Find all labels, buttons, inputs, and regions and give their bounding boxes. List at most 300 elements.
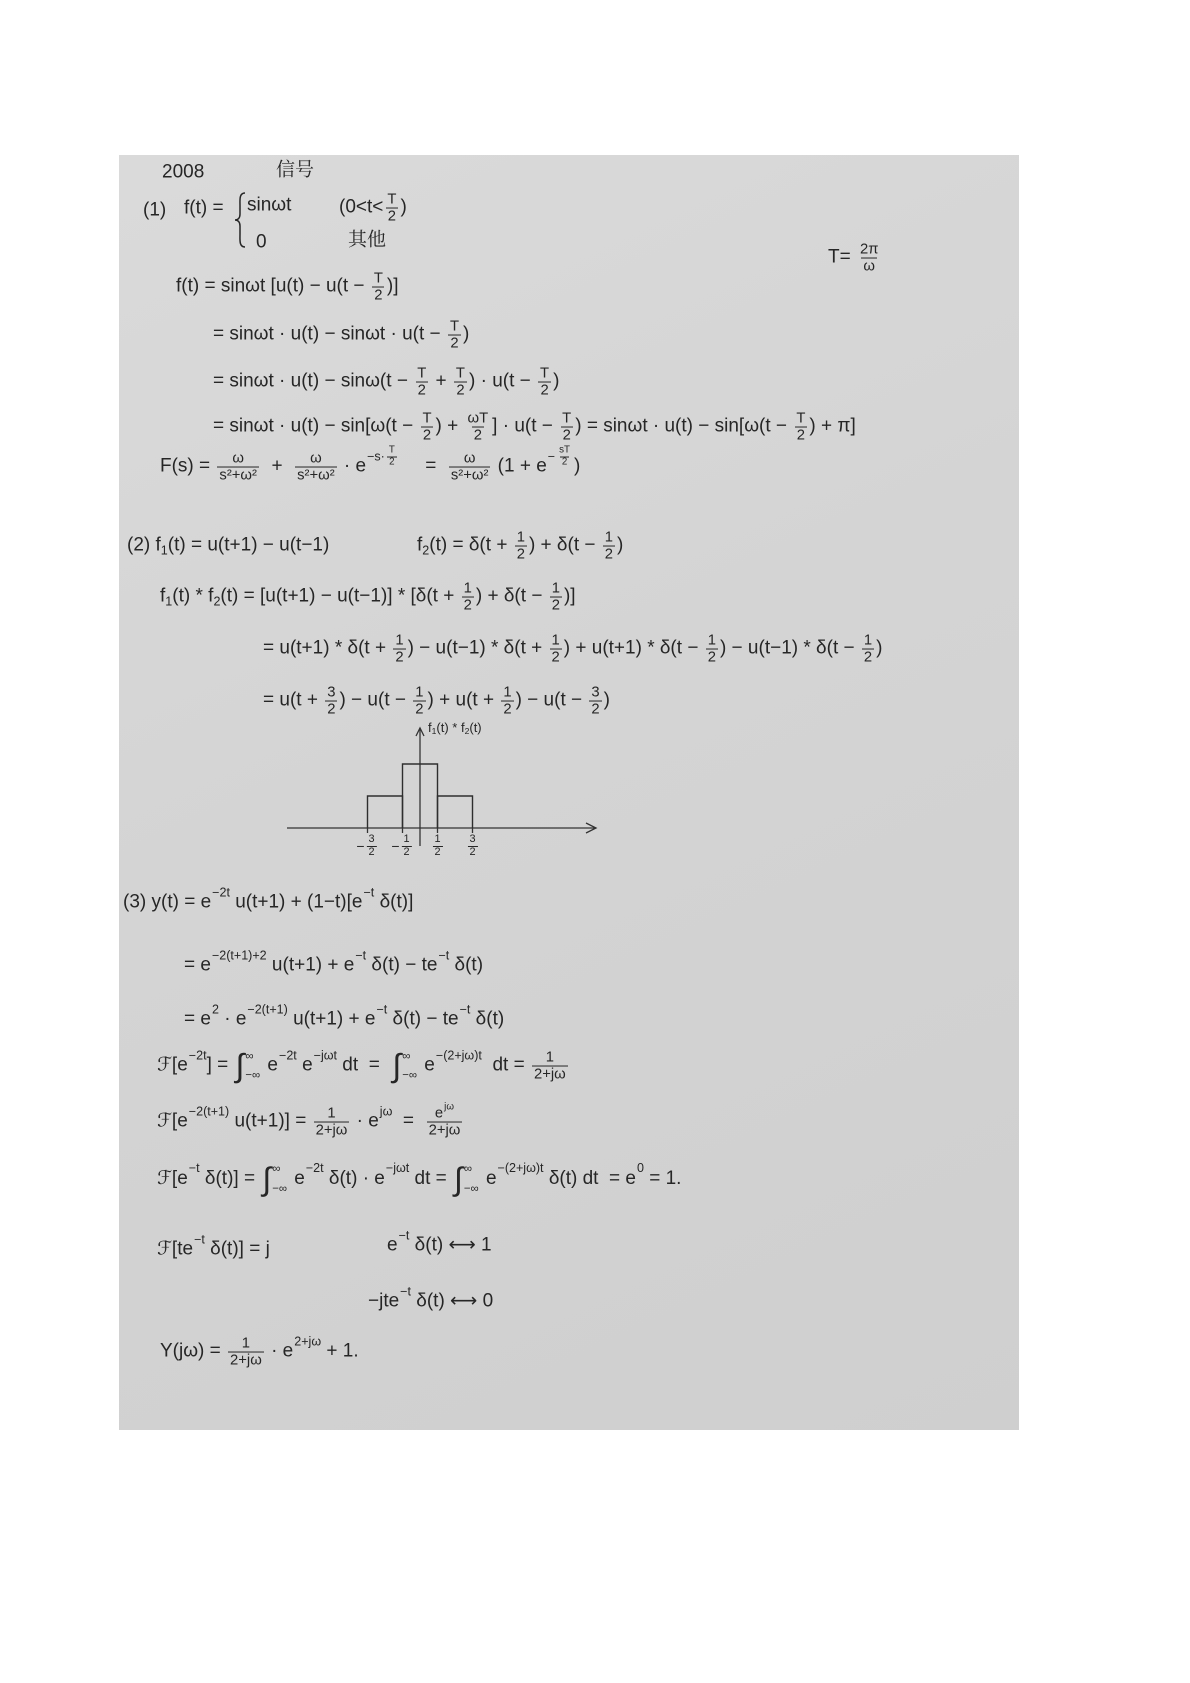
fraction-denominator xyxy=(560,456,569,468)
math-text: = 1. xyxy=(643,1167,682,1189)
fraction-numerator xyxy=(794,411,807,427)
math-text: e xyxy=(434,1105,444,1122)
math-text: 3 xyxy=(327,684,336,701)
fraction xyxy=(449,451,491,484)
math-text: ) xyxy=(876,637,883,659)
fraction-numerator xyxy=(385,192,398,208)
superscript xyxy=(212,1003,219,1017)
fraction xyxy=(295,451,337,484)
math-text: f xyxy=(160,585,166,607)
math-text: 2 xyxy=(422,427,432,444)
math-text: 2 xyxy=(395,649,404,666)
math-text: · e xyxy=(265,1340,294,1362)
superscript xyxy=(498,1162,544,1176)
fraction-numerator xyxy=(413,685,425,701)
math-text: + xyxy=(430,370,452,392)
math-text: ) + π] xyxy=(809,415,856,437)
equation-line xyxy=(213,319,469,352)
fraction xyxy=(367,834,377,859)
tick-label xyxy=(356,834,378,859)
math-text: = sinωt · u(t) − sinωt · u(t − xyxy=(213,323,446,345)
math-text: u(t+1)] = xyxy=(229,1110,312,1132)
equation-line xyxy=(213,366,559,399)
fraction xyxy=(393,633,405,666)
fraction-denominator xyxy=(325,701,337,718)
math-text: 2 xyxy=(540,382,549,399)
math-text: −t xyxy=(400,1284,411,1299)
equation-line xyxy=(176,271,398,304)
math-text: 2 xyxy=(387,208,397,225)
superscript xyxy=(194,1233,205,1247)
piecewise-case1-condition xyxy=(339,192,407,225)
result-line xyxy=(160,1336,359,1369)
fraction-denominator xyxy=(561,427,573,444)
integral-sign: ∫ xyxy=(454,1160,463,1197)
fraction xyxy=(589,685,601,718)
fraction-numerator xyxy=(462,451,478,467)
superscript xyxy=(367,446,399,468)
math-text: ) xyxy=(463,323,470,345)
fraction-denominator xyxy=(295,467,337,484)
math-text: −(2+jω)t xyxy=(435,1048,482,1063)
math-text: 2+jω xyxy=(230,1352,262,1369)
math-text: )] xyxy=(386,275,399,297)
equation-line xyxy=(184,1002,505,1031)
superscript xyxy=(380,1105,393,1119)
fraction-denominator xyxy=(603,546,615,563)
math-text: −2t xyxy=(188,1048,207,1063)
math-text: 2 xyxy=(562,427,571,444)
math-text: (t) * f xyxy=(436,720,465,735)
math-text: 2 xyxy=(417,382,426,399)
math-text: 1 xyxy=(604,529,614,546)
math-text: − xyxy=(391,838,400,855)
math-text: ) xyxy=(617,534,624,556)
math-text: 2 xyxy=(863,649,873,666)
math-text: 1 xyxy=(463,580,472,597)
fraction-denominator xyxy=(448,335,460,352)
integral xyxy=(262,1160,287,1197)
subscript xyxy=(432,726,437,736)
math-text: (3) y(t) = e xyxy=(123,891,212,913)
math-text: f xyxy=(428,720,432,735)
fraction xyxy=(420,411,433,444)
math-text: (t) xyxy=(469,720,482,735)
math-text: · e xyxy=(338,455,367,477)
fraction-numerator xyxy=(448,319,461,335)
math-text: ] · u(t − xyxy=(492,415,559,437)
fourier-transform-line xyxy=(157,1232,270,1261)
fraction-denominator xyxy=(421,427,433,444)
superscript xyxy=(637,1162,644,1176)
equation-line xyxy=(213,411,856,444)
math-text: 2 xyxy=(551,649,560,666)
math-text: δ(t) dt = e xyxy=(543,1167,636,1189)
fraction-numerator xyxy=(550,633,562,649)
fraction-numerator xyxy=(402,834,412,846)
integral xyxy=(235,1047,261,1084)
math-text: ) + u(t+1) * δ(t − xyxy=(563,637,704,659)
fraction-numerator xyxy=(325,1106,337,1122)
fraction-denominator xyxy=(532,1066,568,1083)
math-text: dt = xyxy=(481,1054,530,1076)
integral xyxy=(392,1047,418,1084)
math-text: δ(t)] = xyxy=(199,1167,261,1189)
fraction-denominator xyxy=(387,456,396,468)
period-note xyxy=(828,242,882,275)
superscript xyxy=(548,446,574,468)
fraction-numerator xyxy=(466,411,491,427)
fraction-denominator xyxy=(228,1352,264,1369)
fraction-numerator xyxy=(538,366,551,382)
fraction-denominator xyxy=(550,597,562,614)
math-text: − xyxy=(356,838,365,855)
math-text: 2 xyxy=(213,594,221,609)
math-text: δ(t) ⟷ 0 xyxy=(410,1290,494,1312)
math-text: 3 xyxy=(591,684,600,701)
fraction-denominator xyxy=(386,208,398,225)
convolution-line xyxy=(160,581,576,614)
fraction-denominator xyxy=(454,382,466,399)
math-text: ) + δ(t − xyxy=(528,534,601,556)
fraction-numerator xyxy=(603,530,615,546)
math-text: − xyxy=(547,449,556,464)
piecewise-case2-expr: 0 xyxy=(256,231,267,253)
laplace-transform-line xyxy=(160,444,581,484)
math-text: e xyxy=(387,1234,398,1256)
math-text: 3 xyxy=(368,833,375,845)
superscript xyxy=(386,1162,409,1176)
fraction-numerator xyxy=(560,411,573,427)
math-text: ) = sinωt · u(t) − sin[ω(t − xyxy=(575,415,793,437)
math-text: ) − u(t − xyxy=(339,689,412,711)
math-text: −t xyxy=(188,1161,200,1176)
fraction-denominator xyxy=(314,1122,350,1139)
math-text: −t xyxy=(194,1232,205,1247)
fraction-denominator xyxy=(861,258,877,275)
math-text: T xyxy=(449,318,459,335)
math-text: 2 xyxy=(368,845,375,858)
math-text: T xyxy=(388,444,395,456)
fraction xyxy=(538,366,551,399)
math-text: −2t xyxy=(305,1161,324,1176)
math-text: (t) = [u(t+1) − u(t−1)] * [δ(t + xyxy=(220,585,460,607)
math-text: 1 xyxy=(503,684,512,701)
math-text: ω xyxy=(863,258,875,275)
subscript xyxy=(213,595,220,609)
subscript xyxy=(422,544,429,558)
superscript xyxy=(212,949,267,963)
equation-line xyxy=(417,530,623,563)
math-text: 2 xyxy=(422,543,430,558)
math-text: · e xyxy=(218,1008,247,1030)
math-text: δ(t)] = j xyxy=(204,1238,270,1260)
math-text: T xyxy=(455,365,465,382)
superscript xyxy=(363,886,374,900)
integral-lower-limit: −∞ xyxy=(245,1069,261,1082)
fraction-denominator xyxy=(550,649,562,666)
math-text: δ(t) xyxy=(449,954,484,976)
integral-lower-limit: −∞ xyxy=(463,1182,479,1195)
superscript xyxy=(189,1049,207,1063)
fraction xyxy=(706,633,718,666)
math-text: ) − u(t − xyxy=(515,689,588,711)
fraction-denominator xyxy=(413,701,425,718)
math-text: 2 xyxy=(374,287,383,304)
fraction xyxy=(427,1101,463,1139)
math-text: 2π xyxy=(859,241,879,258)
integral-sign: ∫ xyxy=(392,1047,402,1084)
math-text: 2 xyxy=(434,845,441,858)
math-text: (0<t< xyxy=(339,196,384,218)
math-text: 1 xyxy=(863,632,873,649)
fraction xyxy=(466,411,491,444)
fraction-numerator xyxy=(415,366,428,382)
integral-upper-limit: ∞ xyxy=(402,1050,411,1063)
math-text: ω xyxy=(232,450,244,467)
fraction-denominator xyxy=(538,382,550,399)
math-text: −jωt xyxy=(385,1161,410,1176)
integral-lower-limit: −∞ xyxy=(402,1069,418,1082)
math-text: (t) * f xyxy=(172,585,214,607)
math-text: 1 xyxy=(431,725,437,736)
math-text: 2 xyxy=(211,1002,219,1017)
math-text: T xyxy=(796,410,806,427)
math-text: (t) = δ(t + xyxy=(429,534,513,556)
equation-line xyxy=(184,948,484,977)
superscript xyxy=(294,1335,321,1349)
math-text: jω xyxy=(379,1104,393,1119)
math-text: −t xyxy=(355,948,367,963)
math-text: −t xyxy=(363,885,375,900)
math-text: δ(t) · e xyxy=(323,1167,385,1189)
math-text: 1 xyxy=(516,529,525,546)
fraction-denominator xyxy=(372,287,384,304)
fraction-denominator xyxy=(501,701,513,718)
fraction-denominator xyxy=(367,846,377,859)
math-text: u(t+1) + e xyxy=(266,954,355,976)
fraction xyxy=(858,242,880,275)
integral-sign: ∫ xyxy=(262,1160,272,1197)
superscript xyxy=(355,949,366,963)
fraction-numerator xyxy=(550,581,562,597)
math-text: 2 xyxy=(591,701,600,718)
math-text: 2 xyxy=(516,546,525,563)
superscript xyxy=(444,1103,454,1114)
math-text: e xyxy=(262,1054,279,1076)
math-text: T= xyxy=(828,246,856,268)
transform-pair xyxy=(387,1228,492,1257)
math-text: e xyxy=(288,1167,305,1189)
superscript xyxy=(376,1003,387,1017)
fraction xyxy=(228,1336,264,1369)
tick-label xyxy=(465,834,479,859)
math-text: 2 xyxy=(415,701,424,718)
plot-canvas xyxy=(280,718,610,858)
math-text: ) − u(t−1) * δ(t + xyxy=(407,637,548,659)
fraction-numerator xyxy=(325,685,337,701)
math-text: 3 xyxy=(469,833,476,845)
integral-limits xyxy=(245,1050,260,1082)
fraction-numerator xyxy=(367,834,377,846)
math-text: s²+ω² xyxy=(219,467,257,484)
fraction-denominator xyxy=(462,597,474,614)
math-text: −t xyxy=(376,1002,388,1017)
header-subject: 信号 xyxy=(276,159,315,181)
math-text: + 1. xyxy=(321,1340,359,1362)
piecewise-lhs: f(t) = xyxy=(184,197,224,219)
fraction-numerator xyxy=(387,446,397,457)
math-text: −2(t+1) xyxy=(247,1002,288,1017)
integral-limits xyxy=(402,1050,417,1082)
subscript xyxy=(161,544,168,558)
fraction-numerator xyxy=(240,1336,252,1352)
fraction-numerator xyxy=(501,685,513,701)
math-text: T xyxy=(562,410,572,427)
fraction-denominator xyxy=(472,427,484,444)
part-label: (1) xyxy=(143,199,167,221)
fraction-numerator xyxy=(589,685,601,701)
superscript xyxy=(314,1049,337,1063)
fraction-numerator xyxy=(230,451,246,467)
transform-pair xyxy=(368,1284,494,1313)
fraction-numerator xyxy=(515,530,527,546)
math-text: 2 xyxy=(473,427,482,444)
tick-label xyxy=(430,834,444,859)
integral-upper-limit: ∞ xyxy=(245,1050,254,1063)
fraction-denominator xyxy=(589,701,601,718)
fraction-numerator xyxy=(544,1050,556,1066)
plot-y-label xyxy=(428,720,482,735)
superscript xyxy=(247,1003,287,1017)
math-text: 2+jω xyxy=(533,1066,566,1083)
fraction-numerator xyxy=(420,411,433,427)
fraction xyxy=(402,834,412,859)
math-text: −(2+jω)t xyxy=(497,1161,544,1176)
math-text: −2t xyxy=(279,1048,297,1063)
math-text: 2 xyxy=(403,845,410,858)
math-text: −t xyxy=(459,1002,471,1017)
fraction xyxy=(560,411,573,444)
fraction xyxy=(532,1050,568,1083)
math-text: f xyxy=(417,534,423,556)
fraction xyxy=(515,530,527,563)
math-text: 1 xyxy=(415,684,424,701)
math-text: ) + xyxy=(435,415,464,437)
subscript xyxy=(465,726,470,736)
fraction-numerator xyxy=(372,271,385,287)
fraction xyxy=(794,411,807,444)
superscript xyxy=(189,1105,229,1119)
fraction-denominator xyxy=(402,846,412,859)
fraction xyxy=(385,192,398,225)
fraction xyxy=(217,451,259,484)
math-text: f(t) = sinωt [u(t) − u(t − xyxy=(176,275,370,297)
math-text: 1 xyxy=(403,833,410,845)
math-text: (1 + e xyxy=(492,455,547,477)
math-text: 2 xyxy=(463,597,472,614)
math-text: 2+jω xyxy=(428,1122,461,1139)
piecewise-case1-expr: sinωt xyxy=(247,194,292,216)
math-text: T xyxy=(540,365,550,382)
step-segment xyxy=(368,796,403,828)
math-text: dt = xyxy=(409,1167,453,1189)
math-text: = sinωt · u(t) − sinω(t − xyxy=(213,370,414,392)
math-text: −t xyxy=(438,948,450,963)
math-text: 0 xyxy=(636,1161,644,1176)
math-text: −jωt xyxy=(313,1048,338,1063)
math-text: 2 xyxy=(604,546,614,563)
fraction-denominator xyxy=(432,846,442,859)
math-text: u(t+1) + e xyxy=(287,1008,376,1030)
convolution-sketch-plot xyxy=(280,718,610,883)
fraction-numerator xyxy=(706,633,718,649)
math-text: = sinωt · u(t) − sin[ω(t − xyxy=(213,415,419,437)
math-text: )] xyxy=(563,585,576,607)
math-text: ℱ[e xyxy=(157,1167,188,1189)
math-text: 2 xyxy=(503,701,512,718)
math-text: = e xyxy=(184,1008,211,1030)
fraction-denominator xyxy=(393,649,405,666)
fraction-numerator xyxy=(858,242,880,258)
fraction-denominator xyxy=(862,649,874,666)
fraction xyxy=(314,1106,350,1139)
math-text: ) xyxy=(553,370,560,392)
fourier-transform-line xyxy=(157,1101,464,1139)
math-text: ) xyxy=(573,455,581,477)
paper-sheet xyxy=(119,155,1019,1430)
fraction-numerator xyxy=(393,633,405,649)
integral xyxy=(454,1160,479,1197)
math-text: Y(jω) = xyxy=(160,1340,227,1362)
fraction xyxy=(325,685,337,718)
math-text: ) xyxy=(603,689,610,711)
integral-upper-limit: ∞ xyxy=(463,1163,473,1176)
equation-line xyxy=(127,536,329,557)
math-text: δ(t) − te xyxy=(387,1008,459,1030)
superscript xyxy=(189,1162,200,1176)
math-text: δ(t) xyxy=(470,1008,505,1030)
tick-label xyxy=(391,834,413,859)
superscript xyxy=(279,1049,297,1063)
math-text: 1 xyxy=(551,580,560,597)
superscript xyxy=(212,886,230,900)
math-text: 2 xyxy=(561,456,568,468)
fraction-denominator xyxy=(515,546,527,563)
header-year: 2008 xyxy=(162,161,205,183)
math-text: 2 xyxy=(456,382,465,399)
fraction xyxy=(448,319,461,352)
fraction-numerator xyxy=(454,366,467,382)
math-text: (2) f xyxy=(127,534,161,556)
math-text: 2 xyxy=(707,649,716,666)
fraction-numerator xyxy=(467,834,477,846)
fraction-denominator xyxy=(449,467,491,484)
fraction xyxy=(415,366,428,399)
math-text: dt = xyxy=(337,1054,391,1076)
math-text: 2 xyxy=(469,845,476,858)
math-text: 2+jω xyxy=(315,1122,348,1139)
math-text: ℱ[e xyxy=(157,1054,188,1076)
math-text: 1 xyxy=(707,632,716,649)
math-text: −2(t+1)+2 xyxy=(211,948,267,963)
fraction-denominator xyxy=(706,649,718,666)
fraction xyxy=(413,685,425,718)
math-text: 2 xyxy=(464,725,470,736)
math-text: 1 xyxy=(434,833,441,845)
fraction xyxy=(467,834,477,859)
math-text: T xyxy=(373,270,383,287)
